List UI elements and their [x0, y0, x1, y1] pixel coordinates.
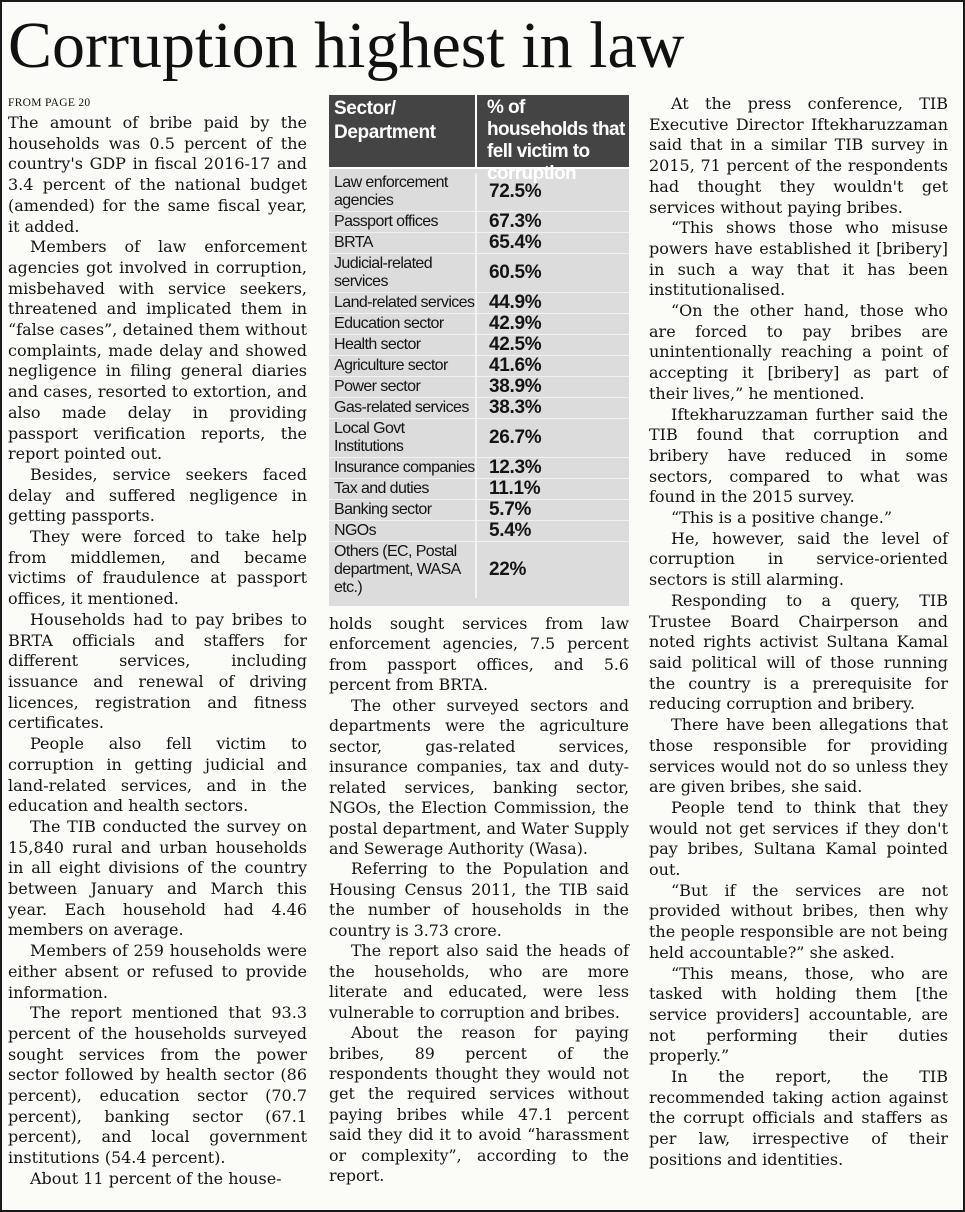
percentage-cell: 41.6% — [489, 355, 542, 376]
percentage-cell: 22% — [489, 559, 527, 580]
paragraph: Responding to a query, TIB Trustee Board Chairperson and noted rights activist Sultana Kamal said political will of those running the country is a prerequisite for reducing corruption and bribery. — [649, 590, 948, 714]
table-row — [329, 173, 629, 212]
paragraph: The amount of bribe paid by the households was 0.5 percent of the country's GDP in fiscal 2016-17 and 3.4 percent of the national budget (amended) for the same fiscal year, it added. — [8, 113, 307, 236]
paragraph: The TIB conducted the survey on 15,840 rural and urban households in all eight divisions of the country between January and March this year. Each household had 4.46 members on average. — [8, 816, 307, 940]
header-percentage: % of households that fell victim to corruption — [487, 97, 625, 184]
paragraph: Iftekharuzzaman further said the TIB found that corruption and bribery have reduced in some sectors, compared to what was found in the 2015 survey. — [649, 404, 948, 507]
percentage-cell: 38.3% — [489, 397, 542, 418]
paragraph: “This is a positive change.” — [671, 508, 893, 528]
headline: Corruption highest in law — [8, 9, 685, 82]
table-body — [329, 169, 629, 606]
percentage-cell: 60.5% — [489, 262, 542, 283]
table-header — [329, 95, 629, 184]
paragraph: “This means, those, who are tasked with holding them [the service providers] accountable, are not performing their duties properly.” — [649, 963, 948, 1066]
sector-cell: Others (EC, Postal department, WASA etc.) — [329, 542, 477, 598]
sector-cell: NGOs — [329, 521, 477, 541]
paragraph: About 11 percent of the house- — [30, 1168, 282, 1188]
percentage-cell: 5.4% — [489, 520, 532, 541]
paragraph: Referring to the Population and Housing Census 2011, the TIB said the number of households in the country is 3.73 crore. — [329, 859, 629, 940]
sector-cell: Power sector — [329, 377, 477, 397]
percentage-cell: 42.5% — [489, 334, 542, 355]
paragraph: “This shows those who misuse powers have established it [bribery] in such a way that it has been institutionalised. — [649, 218, 948, 300]
paragraph: The other surveyed sectors and departments were the agriculture sector, gas-related services, insurance companies, tax and duty-related services, banking sector, NGOs, the Election Commission, the postal department, and Water Supply and Sewerage Authority (Wasa). — [329, 695, 629, 858]
paragraph: Besides, service seekers faced delay and suffered negligence in getting passports. — [8, 464, 307, 526]
paragraph: holds sought services from law enforcement agencies, 7.5 percent from passport offices, and 5.6 percent from BRTA. — [329, 614, 629, 695]
paragraph: People also fell victim to corruption in getting judicial and land-related services, and in the education and health sectors. — [8, 734, 307, 816]
percentage-cell: 38.9% — [489, 376, 542, 397]
paragraph: “But if the services are not provided without bribes, then why the people responsible are not being held accountable?” she asked. — [649, 880, 948, 962]
article-column-1 — [8, 113, 307, 1190]
article-column-3 — [649, 94, 948, 1171]
sector-cell: Tax and duties — [329, 479, 477, 499]
table-row — [329, 542, 629, 598]
paragraph: There have been allegations that those responsible for providing services would not do so unless they are given bribes, she said. — [649, 715, 948, 797]
paragraph: At the press conference, TIB Executive Director Iftekharuzzaman said that in a similar TIB survey in 2015, 71 percent of the respondents had thought they wouldn't get services without paying bribes. — [649, 94, 948, 217]
paragraph: The report mentioned that 93.3 percent of the households surveyed sought services from the power sector followed by health sector (86 percent), education sector (70.7 percent), banking sector (67.1 percent), and local government institutions (54.4 percent). — [8, 1003, 307, 1168]
sector-cell: Banking sector — [329, 500, 477, 520]
table-row — [329, 521, 629, 542]
continuation-kicker: FROM PAGE 20 — [8, 97, 91, 109]
table-row — [329, 335, 629, 356]
sector-cell: Land-related services — [329, 293, 477, 313]
sector-cell: Insurance companies — [329, 458, 477, 478]
paragraph: Households had to pay bribes to BRTA officials and staffers for different services, including issuance and renewal of driving licences, registration and fitness certificates. — [8, 609, 307, 733]
sector-cell: Local Govt Institutions — [329, 419, 477, 457]
paragraph: The report also said the heads of the households, who are more literate and educated, were less vulnerable to corruption and bribes. — [329, 941, 629, 1022]
paragraph: People tend to think that they would not get services if they don't pay bribes, Sultana Kamal pointed out. — [649, 797, 948, 880]
sector-cell: BRTA — [329, 233, 477, 253]
percentage-cell: 11.1% — [489, 478, 541, 499]
table-row — [329, 233, 629, 254]
percentage-cell: 67.3% — [489, 211, 542, 232]
table-row — [329, 254, 629, 293]
corruption-table — [329, 95, 629, 606]
table-row — [329, 419, 629, 458]
article-column-2 — [329, 614, 629, 1187]
percentage-cell: 26.7% — [489, 427, 542, 448]
sector-cell: Agriculture sector — [329, 356, 477, 376]
sector-cell: Health sector — [329, 335, 477, 355]
sector-cell: Law enforcement agencies — [329, 173, 477, 211]
percentage-cell: 5.7% — [489, 499, 532, 520]
paragraph: “On the other hand, those who are forced to pay bribes are unintentionally reaching a point of accepting it [bribery] as part of their lives,” he mentioned. — [649, 301, 948, 403]
table-row — [329, 356, 629, 377]
percentage-cell: 42.9% — [489, 313, 542, 334]
table-row — [329, 293, 629, 314]
percentage-cell: 44.9% — [489, 292, 542, 313]
sector-cell: Judicial-related services — [329, 254, 477, 292]
percentage-cell: 72.5% — [489, 181, 542, 202]
header-sector: Sector/ Department — [329, 95, 477, 167]
paragraph: He, however, said the level of corruption in service-oriented sectors is still alarming. — [649, 528, 948, 590]
table-row — [329, 377, 629, 398]
sector-cell: Passport offices — [329, 212, 477, 232]
table-row — [329, 212, 629, 233]
paragraph: They were forced to take help from middlemen, and became victims of fraudulence at passport offices, it mentioned. — [8, 527, 307, 609]
table-row — [329, 458, 629, 479]
sector-cell: Gas-related services — [329, 398, 477, 418]
table-row — [329, 314, 629, 335]
table-row — [329, 500, 629, 521]
sector-cell: Education sector — [329, 314, 477, 334]
table-row — [329, 479, 629, 500]
paragraph: Members of law enforcement agencies got involved in corruption, misbehaved with service seekers, threatened and implicated them in “false cases”, detained them without complaints, made delay and showed negligence in filing general diaries and cases, resorted to extortion, and also made delay in providing passport verification reports, the report pointed out. — [8, 237, 307, 464]
percentage-cell: 12.3% — [489, 457, 542, 478]
paragraph: About the reason for paying bribes, 89 percent of the respondents thought they would not get the required services without paying bribes while 47.1 percent said they did it to avoid “harassment or complexity”, according to the report. — [329, 1023, 629, 1186]
paragraph: Members of 259 households were either absent or refused to provide information. — [8, 941, 307, 1002]
paragraph: In the report, the TIB recommended taking action against the corrupt officials and staffers as per law, irrespective of their positions and identities. — [649, 1067, 948, 1169]
percentage-cell: 65.4% — [489, 232, 542, 253]
table-row — [329, 398, 629, 419]
